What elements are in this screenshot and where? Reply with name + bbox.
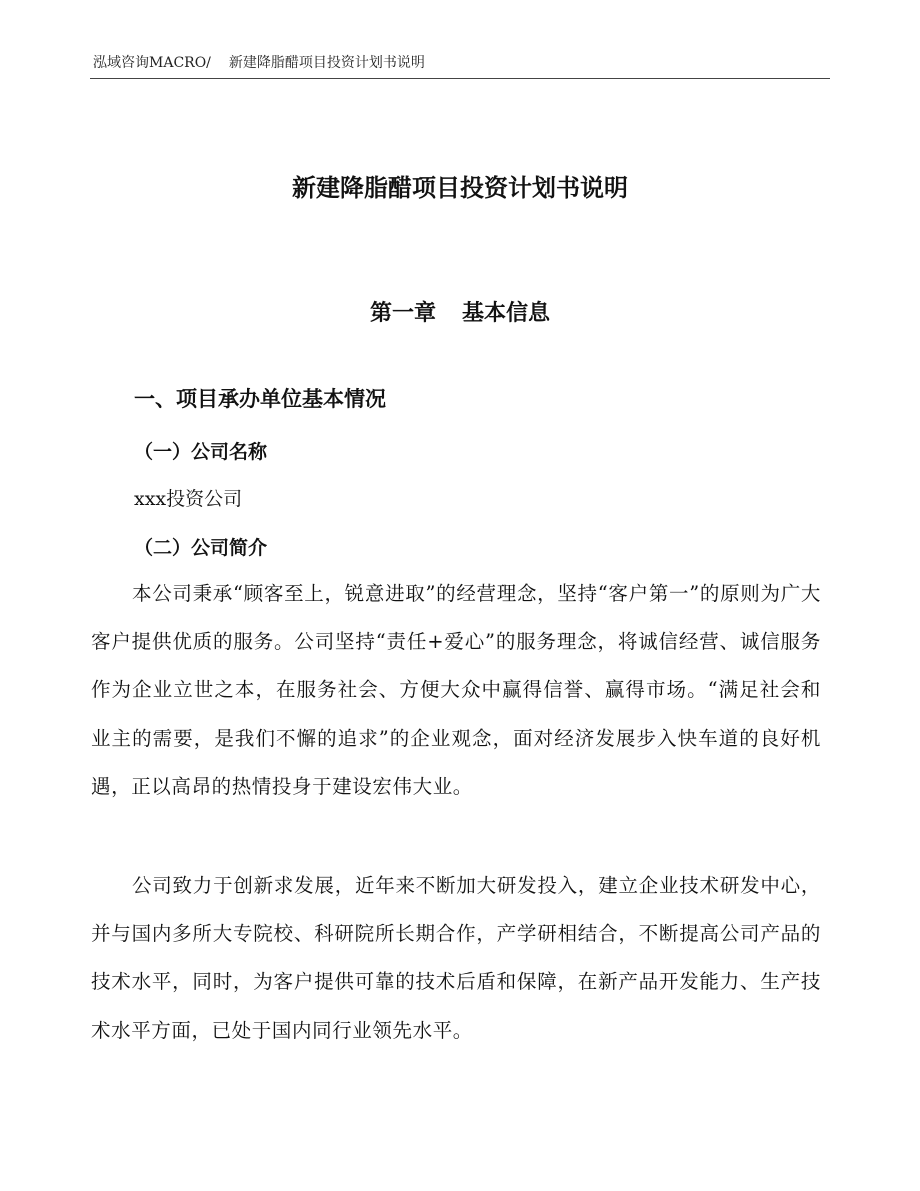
section-heading: 一、项目承办单位基本情况 bbox=[134, 387, 386, 411]
header-doc-name: 新建降脂醋项目投资计划书说明 bbox=[228, 55, 425, 71]
document-title: 新建降脂醋项目投资计划书说明 bbox=[292, 174, 628, 202]
running-header bbox=[93, 52, 425, 72]
subsection-company-profile-heading: （二）公司简介 bbox=[134, 537, 268, 559]
chapter-name: 基本信息 bbox=[462, 301, 551, 326]
header-divider bbox=[90, 78, 830, 79]
company-name-value: xxx投资公司 bbox=[134, 488, 243, 510]
chapter-number: 第一章 bbox=[369, 301, 436, 326]
subsection-company-name-heading: （一）公司名称 bbox=[134, 441, 268, 463]
header-source: 泓域咨询MACRO/ bbox=[93, 55, 211, 71]
chapter-heading bbox=[0, 296, 920, 327]
profile-paragraph: 本公司秉承“顾客至上，锐意进取”的经营理念，坚持“客户第一”的原则为广大客户提供优质的服务。公司坚持“责任+爱心”的服务理念，将诚信经营、诚信服务作为企业立世之本，在服务社会、方便大众中赢得信誉、赢得市场。“满足社会和业主的需要，是我们不懈的追求”的企业观念，面对经济发展步入快车道的良好机遇，正以高昂的热情投身于建设宏伟大业。 bbox=[91, 582, 821, 798]
profile-paragraph: 公司致力于创新求发展，近年来不断加大研发投入，建立企业技术研发中心，并与国内多所大专院校、科研院所长期合作，产学研相结合，不断提高公司产品的技术水平，同时，为客户提供可靠的技术后盾和保障，在新产品开发能力、生产技术水平方面，已处于国内同行业领先水平。 bbox=[91, 874, 821, 1042]
